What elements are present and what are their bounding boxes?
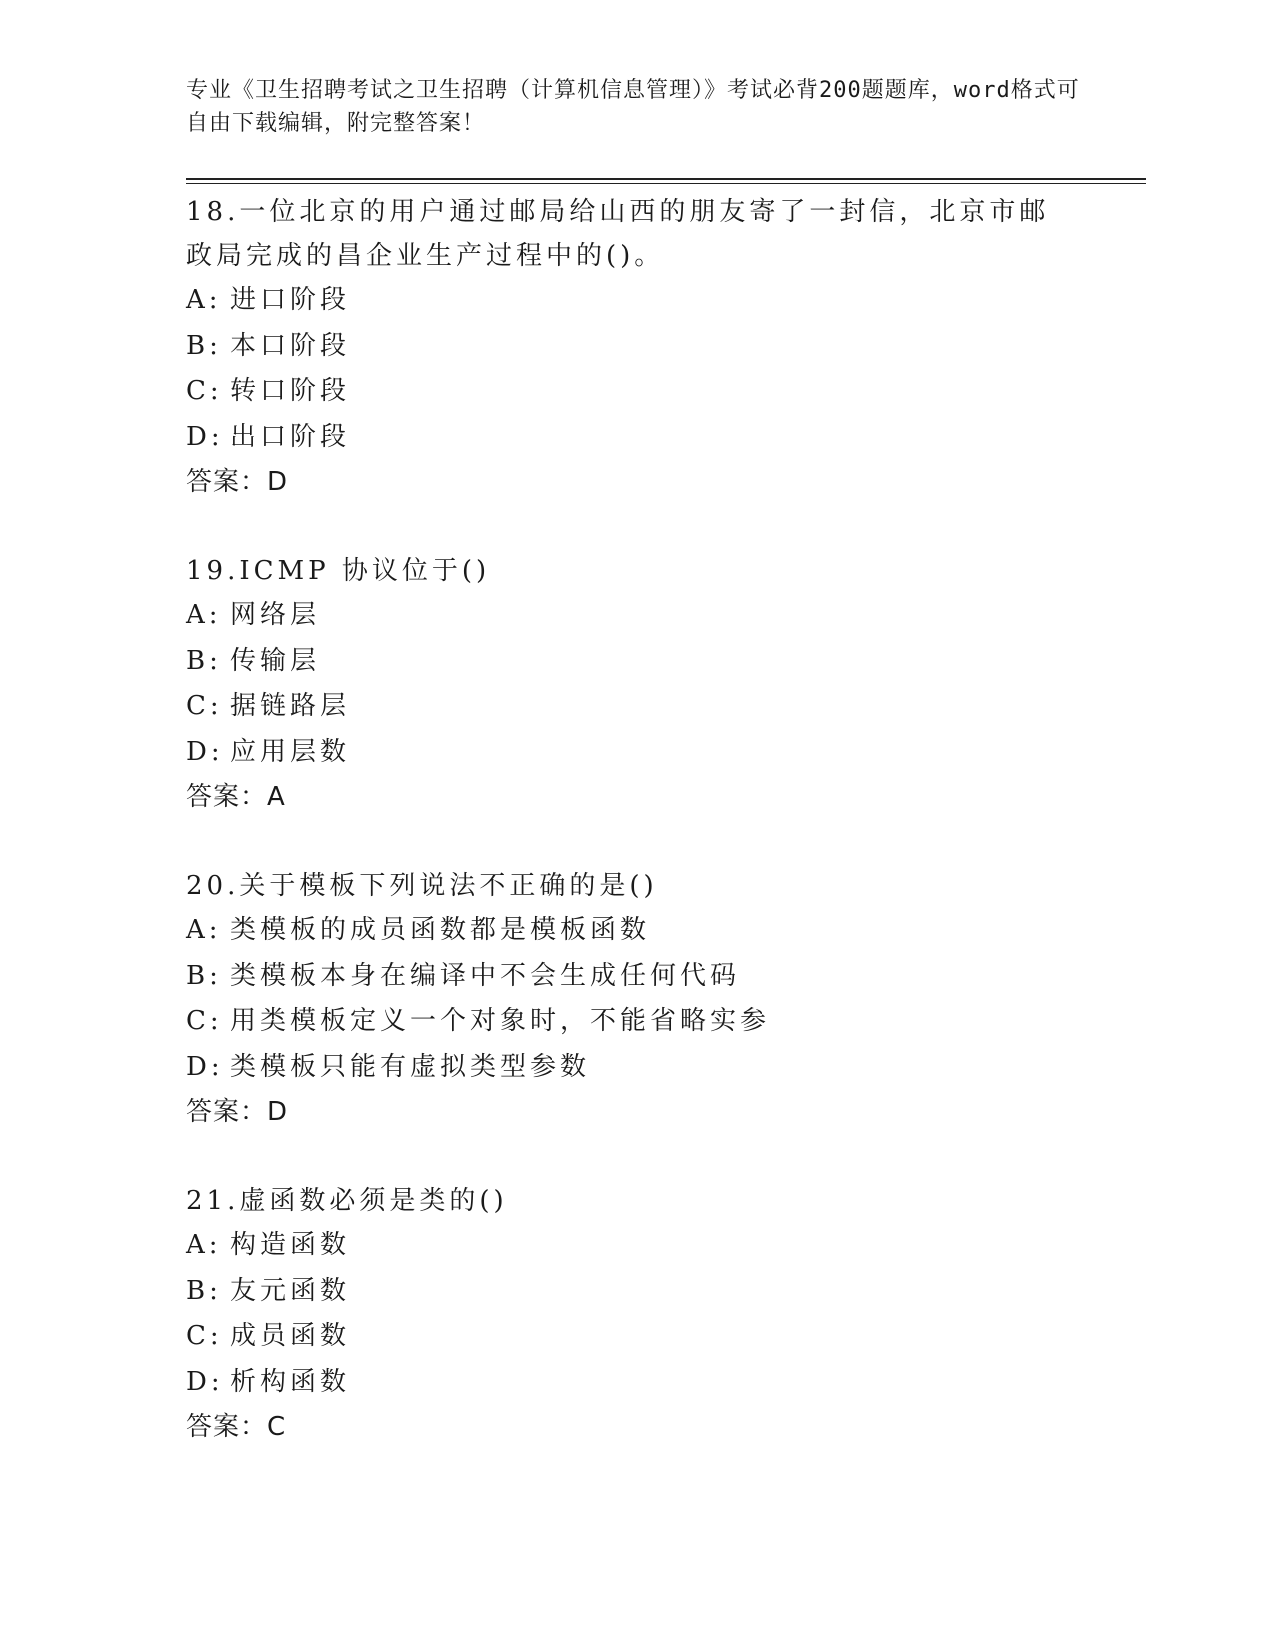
- option-key: B:: [186, 330, 222, 361]
- option-key: A:: [186, 915, 222, 945]
- option-key: D:: [186, 1051, 224, 1082]
- option-a: [186, 908, 1146, 954]
- option-text: 据链路层: [230, 691, 351, 721]
- option-text: 类模板的成员函数都是模板函数: [230, 915, 651, 945]
- option-text: 应用层数: [230, 736, 351, 767]
- question-number: 18.: [186, 197, 240, 227]
- option-text: 转口阶段: [230, 376, 351, 406]
- option-text: 用类模板定义一个对象时，不能省略实参: [230, 1006, 771, 1036]
- question-21: [186, 1179, 1146, 1450]
- option-d: [186, 730, 1146, 776]
- option-key: B:: [186, 645, 222, 676]
- question-text: [186, 190, 1066, 278]
- option-a: [186, 593, 1146, 639]
- option-text: 类模板本身在编译中不会生成任何代码: [230, 960, 741, 991]
- answer-line: 答案：D: [186, 1097, 289, 1127]
- option-b: [186, 1269, 1146, 1315]
- option-text: 构造函数: [230, 1230, 351, 1260]
- header-divider: [186, 178, 1146, 184]
- question-stem: 一位北京的用户通过邮局给山西的朋友寄了一封信，北京市邮政局完成的昌企业生产过程中的()。: [186, 197, 1050, 271]
- option-b: [186, 324, 1146, 370]
- answer-line: 答案：D: [186, 467, 289, 497]
- option-c: [186, 684, 1146, 730]
- option-key: A:: [186, 1230, 222, 1260]
- option-key: D:: [186, 736, 224, 767]
- option-key: C:: [186, 376, 223, 406]
- question-number: 21.: [186, 1186, 240, 1216]
- option-d: [186, 415, 1146, 461]
- question-20: [186, 864, 1146, 1135]
- option-key: A:: [186, 285, 222, 315]
- question-stem: 虚函数必须是类的(): [239, 1186, 508, 1216]
- option-key: D:: [186, 421, 224, 452]
- option-key: A:: [186, 600, 222, 630]
- option-d: [186, 1045, 1146, 1091]
- question-text: [186, 864, 1066, 908]
- option-key: C:: [186, 691, 223, 721]
- option-text: 友元函数: [230, 1275, 351, 1306]
- option-key: B:: [186, 960, 222, 991]
- option-text: 本口阶段: [230, 330, 351, 361]
- option-text: 类模板只能有虚拟类型参数: [230, 1051, 591, 1082]
- option-text: 成员函数: [230, 1321, 351, 1351]
- question-number: 19.: [186, 556, 240, 586]
- option-c: [186, 369, 1146, 415]
- question-18: [186, 190, 1146, 505]
- question-stem: 关于模板下列说法不正确的是(): [239, 871, 658, 901]
- question-text: [186, 1179, 1066, 1223]
- option-key: D:: [186, 1366, 224, 1397]
- option-key: C:: [186, 1006, 223, 1036]
- document-header: [186, 74, 1086, 140]
- question-text: [186, 549, 1066, 593]
- option-d: [186, 1360, 1146, 1406]
- option-a: [186, 278, 1146, 324]
- answer-line: 答案：C: [186, 1412, 287, 1442]
- option-a: [186, 1223, 1146, 1269]
- question-19: [186, 549, 1146, 820]
- option-c: [186, 1314, 1146, 1360]
- answer-line: 答案：A: [186, 782, 286, 812]
- option-text: 析构函数: [230, 1366, 351, 1397]
- option-b: [186, 954, 1146, 1000]
- option-key: B:: [186, 1275, 222, 1306]
- option-text: 传输层: [230, 645, 321, 676]
- option-text: 出口阶段: [230, 421, 351, 452]
- header-text: 专业《卫生招聘考试之卫生招聘（计算机信息管理）》考试必背200题题库，word格式可自由下载编辑，附完整答案！: [186, 78, 1080, 136]
- question-number: 20.: [186, 871, 240, 901]
- question-stem: ICMP 协议位于(): [239, 556, 491, 586]
- option-text: 进口阶段: [230, 285, 351, 315]
- option-text: 网络层: [230, 600, 321, 630]
- question-list: [186, 190, 1146, 1494]
- option-key: C:: [186, 1321, 223, 1351]
- option-c: [186, 999, 1146, 1045]
- option-b: [186, 639, 1146, 685]
